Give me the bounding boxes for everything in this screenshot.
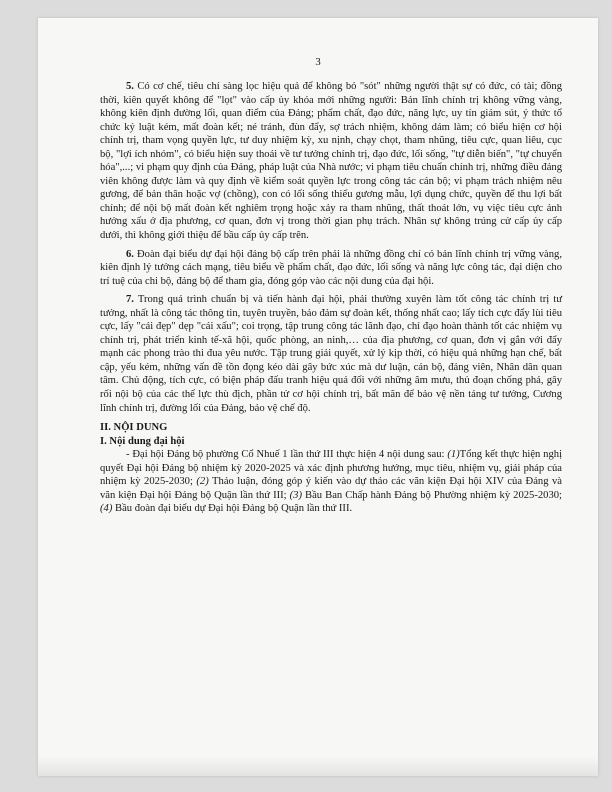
scan-shadow <box>38 756 598 776</box>
content-marker: (2) <box>196 476 209 488</box>
section-heading: II. NỘI DUNG <box>100 422 168 434</box>
paragraph-item-5 <box>100 80 562 243</box>
content-text: Thảo luận, đóng góp ý kiến vào dự thảo các văn kiện Đại hội XIV của Đảng và văn kiện Đại hội Đảng bộ Quận lần thứ III; <box>100 476 562 501</box>
item-text: Trong quá trình chuẩn bị và tiến hành đại hội, phải thường xuyên làm tốt công tác chính trị tư tưởng, nhất là công tác thông tin, tuyên truyền, bảo đảm sự đoàn kết, thống nhất cao; lấy tích cực đẩy lùi tiêu cực, lấy "cái đẹp" dẹp "cái xấu"; coi trọng, tập trung công tác lãnh đạo, chỉ đạo hoàn thành tốt các nhiệm vụ chính trị, phát triển kinh tế-xã hội, quốc phòng, an ninh,… của địa phương, cơ quan, đơn vị gắn với đẩy mạnh các phong trào thi đua yêu nước. Tập trung giải quyết, xử lý kịp thời, có hiệu quả những hạn chế, bất cập, yếu kém, những vấn đề tồn đọng kéo dài gây bức xúc mà dư luận, cán bộ, đảng viên, Nhân dân quan tâm. Chủ động, tích cực, có biện pháp đấu tranh hiệu quả đối với những âm mưu, thủ đoạn chống phá, gây rối nội bộ của các thế lực thù địch, phần tử cơ hội chính trị, bất mãn để bảo vệ nền tảng tư tưởng, Cương lĩnh chính trị, đường lối của Đảng, bảo vệ chế độ. <box>100 294 562 414</box>
content-marker: (4) <box>100 503 113 515</box>
paragraph-item-6 <box>100 248 562 289</box>
contents-paragraph <box>100 448 562 516</box>
content-text: Bầu đoàn đại biểu dự Đại hội Đảng bộ Quận lần thứ III. <box>112 503 353 515</box>
content-text: Bầu Ban Chấp hành Đảng bộ Phường nhiệm kỳ 2025-2030; <box>302 489 562 501</box>
item-text: Đoàn đại biểu dự đại hội đảng bộ cấp trên phải là những đồng chí có bản lĩnh chính trị vững vàng, kiên định lý tưởng cách mạng, tiêu biểu về phẩm chất, đạo đức, lối sống và năng lực công tác, đại diện cho trí tuệ của chi bộ, đảng bộ để tham gia, đóng góp vào các nội dung của đại hội. <box>100 248 562 287</box>
document-body <box>100 80 562 516</box>
document-page <box>38 18 598 776</box>
item-number: 5. <box>126 81 134 92</box>
content-text: Tổng kết thực hiện nghị quyết Đại hội Đảng bộ nhiệm kỳ 2020-2025 và xác định phương hướng, mục tiêu, nhiệm vụ, giải pháp của nhiệm kỳ 2025-2030; <box>100 449 563 488</box>
item-number: 7. <box>126 294 134 306</box>
content-marker: (1) <box>447 449 460 461</box>
item-text: Có cơ chế, tiêu chí sàng lọc hiệu quả để không bỏ "sót" những người thật sự có đức, có tài; đồng thời, kiên quyết không để "lọt" vào cấp ủy khóa mới những người: Bản lĩnh chính trị không vững vàng, không kiên định đường lối, quan điểm của Đảng; phẩm chất, đạo đức, năng lực, uy tín giảm sút, ý thức tổ chức kỷ luật kém, mất đoàn kết; né tránh, đùn đẩy, sợ trách nhiệm, không dám làm; có biểu hiện cơ hội chính trị, tham vọng quyền lực, tư duy nhiệm kỳ, xu nịnh, chạy chọt, tham nhũng, tiêu cực, quan liêu, cục bộ, "lợi ích nhóm", có biểu hiện suy thoái về tư tưởng chính trị, đạo đức, lối sống, "tự diễn biến", "tự chuyển hóa",...; vi phạm quy định của Đảng, pháp luật của Nhà nước; vi phạm tiêu chuẩn chính trị, những điều đảng viên không được làm và quy định về kiểm soát quyền lực trong công tác cán bộ; vi phạm trách nhiệm nêu gương, để bản thân hoặc vợ (chồng), con có lối sống thiếu gương mẫu, lợi dụng chức, quyền để thu lợi bất chính; để nội bộ mất đoàn kết nghiêm trọng hoặc xảy ra tham nhũng, thất thoát lớn, vụ việc tiêu cực ảnh hưởng xấu ở địa phương, cơ quan, đơn vị trong thời gian phụ trách. Nhân sự không trúng cử cấp ủy cấp dưới, thì không giới thiệu để bầu cấp ủy cấp trên. <box>100 81 562 242</box>
item-number: 6. <box>126 248 134 260</box>
page-number: 3 <box>315 56 321 68</box>
paragraph-item-7 <box>100 293 562 415</box>
subsection-heading: I. Nội dung đại hội <box>100 435 185 447</box>
content-marker: (3) <box>289 489 302 501</box>
contents-intro: - Đại hội Đảng bộ phường Cổ Nhuế 1 lần thứ III thực hiện 4 nội dung sau: <box>126 449 445 461</box>
